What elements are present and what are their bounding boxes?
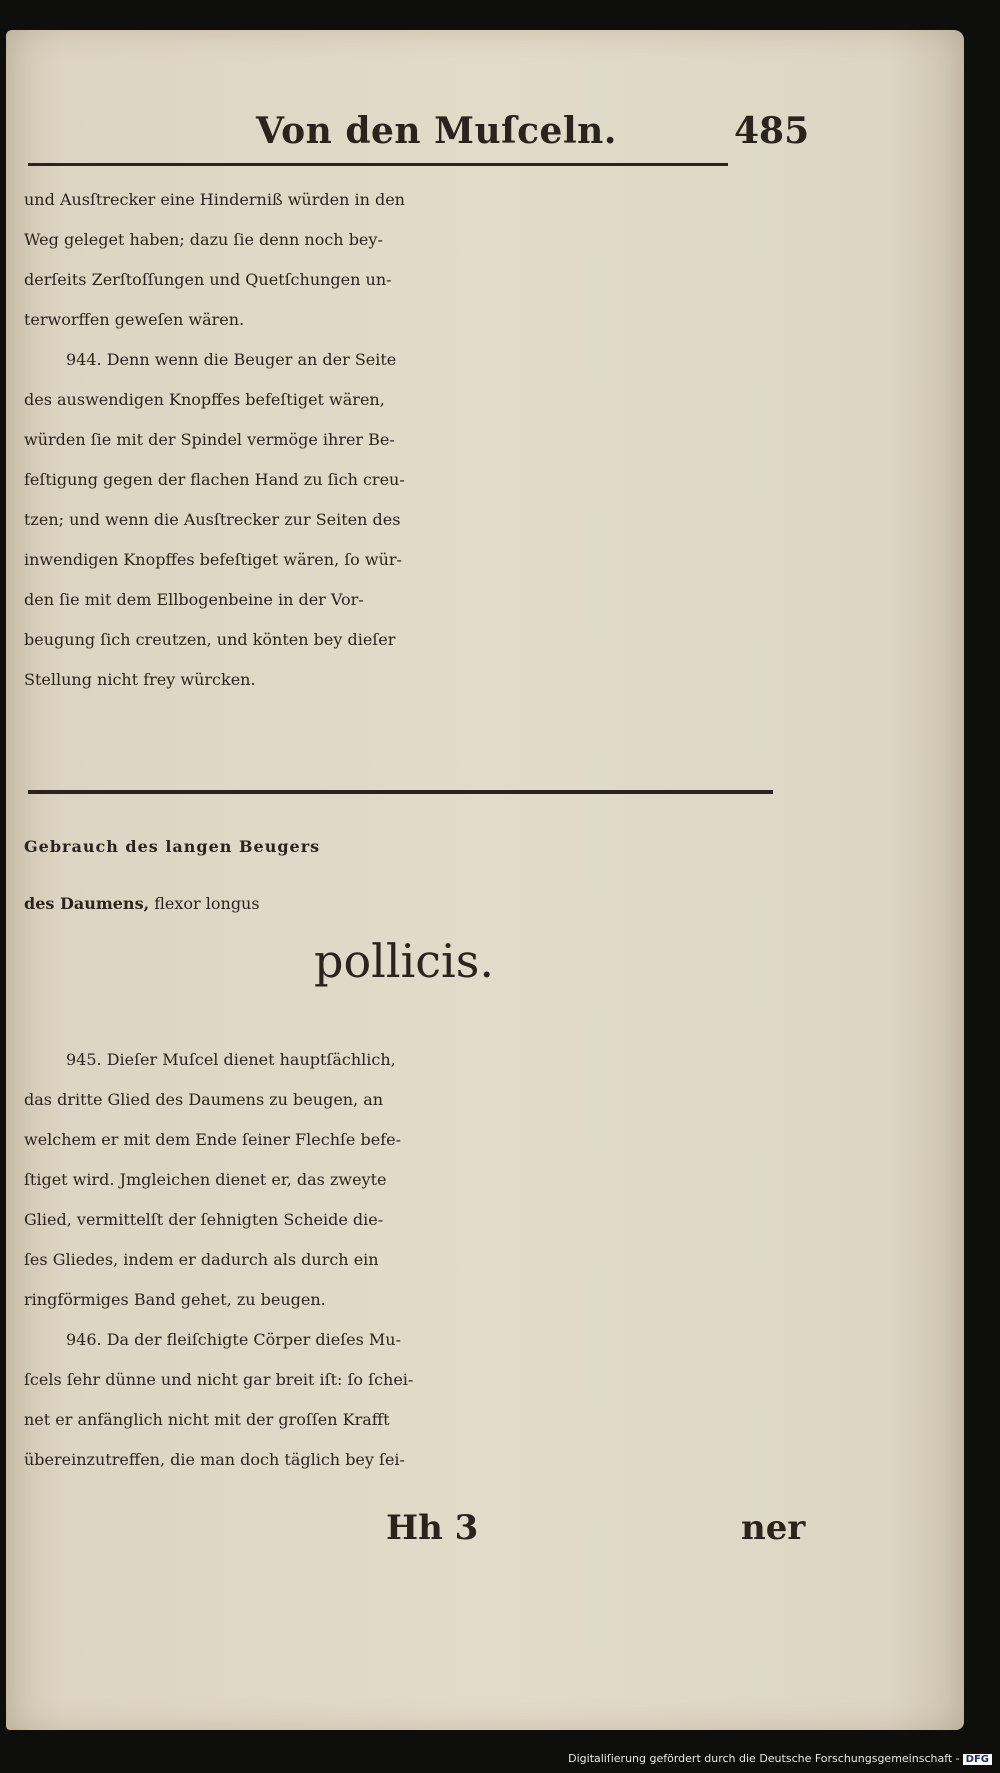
text-line: 945. Dieſer Muſcel dienet hauptſächlich, (66, 1050, 396, 1069)
text-line: Stellung nicht frey würcken. (24, 670, 256, 689)
text-line: beugung ſich creutzen, und könten bey dieſer (24, 630, 396, 649)
header-rule (28, 163, 728, 166)
book-page (6, 30, 964, 1730)
text-line: den ſie mit dem Ellbogenbeine in der Vor- (24, 590, 364, 609)
section-rule (28, 790, 773, 794)
catchword: ner (741, 1508, 806, 1548)
text-line: ſes Gliedes, indem er dadurch als durch ein (24, 1250, 379, 1269)
text-line: 946. Da der fleiſchigte Cörper dieſes Mu- (66, 1330, 401, 1349)
text-line: des auswendigen Knopffes befeſtiget wären, (24, 390, 385, 409)
body-text-top (24, 180, 794, 700)
running-title: Von den Muſceln. (256, 110, 617, 152)
text-line: das dritte Glied des Daumens zu beugen, an (24, 1090, 384, 1109)
text-line: derſeits Zerſtoſſungen und Quetſchungen un- (24, 270, 392, 289)
heading-latin-part: flexor longus (149, 894, 260, 913)
heading-line-3: pollicis. (314, 934, 494, 988)
heading-line-1: Gebrauch des langen Beugers (24, 837, 321, 856)
text-line: Weg geleget haben; dazu ſie denn noch bey- (24, 230, 383, 249)
text-line: übereinzutreffen, die man doch täglich bey ſei- (24, 1450, 405, 1469)
heading-line-2 (24, 876, 794, 932)
text-line: net er anfänglich nicht mit der groſſen Krafft (24, 1410, 390, 1429)
signature-mark: Hh 3 (386, 1508, 479, 1548)
text-line: inwendigen Knopffes befeſtiget wären, ſo wür- (24, 550, 402, 569)
text-line: welchem er mit dem Ende ſeiner Flechſe befe- (24, 1130, 401, 1149)
body-text-bottom (24, 1040, 794, 1480)
text-line: ſcels ſehr dünne und nicht gar breit iſt: ſo ſchei- (24, 1370, 414, 1389)
text-line: Glied, vermittelſt der ſehnigten Scheide die- (24, 1210, 384, 1229)
heading-fraktur-part: des Daumens, (24, 894, 150, 913)
dfg-logo: DFG (963, 1754, 992, 1765)
credit-text: Digitaliſierung gefördert durch die Deutsche Forschungsgemeinschaft - (568, 1752, 960, 1765)
text-line: ſtiget wird. Jmgleichen dienet er, das zweyte (24, 1170, 387, 1189)
section-heading (24, 818, 794, 990)
text-line: 944. Denn wenn die Beuger an der Seite (66, 350, 397, 369)
digitization-credit (568, 1752, 992, 1765)
page-header (6, 108, 964, 168)
page-number: 485 (734, 110, 810, 152)
text-line: würden ſie mit der Spindel vermöge ihrer Be- (24, 430, 395, 449)
text-line: terworffen geweſen wären. (24, 310, 245, 329)
text-line: feſtigung gegen der flachen Hand zu ſich creu- (24, 470, 405, 489)
text-line: tzen; und wenn die Ausſtrecker zur Seiten des (24, 510, 401, 529)
text-line: und Ausſtrecker eine Hinderniß würden in den (24, 190, 405, 209)
text-line: ringförmiges Band gehet, zu beugen. (24, 1290, 326, 1309)
